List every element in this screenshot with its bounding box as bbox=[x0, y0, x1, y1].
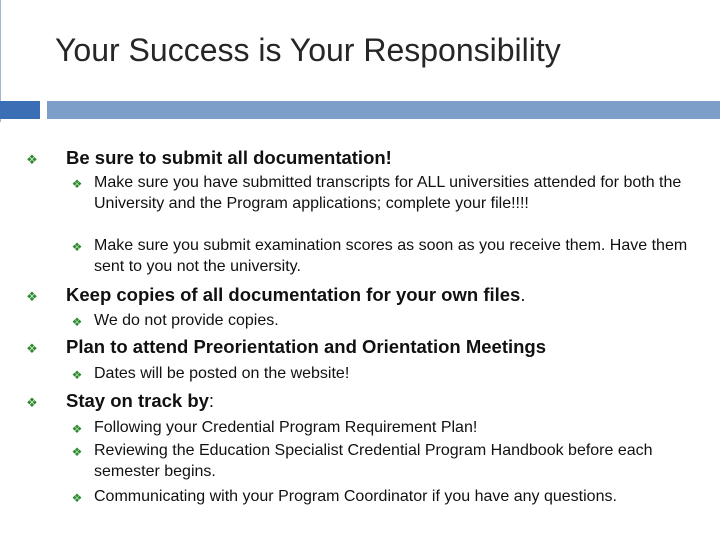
list-item: Dates will be posted on the website! bbox=[94, 365, 350, 382]
diamond-bullet-icon: ❖ bbox=[71, 422, 83, 436]
header-band-square bbox=[0, 101, 40, 119]
slide-title: Your Success is Your Responsibility bbox=[55, 32, 561, 68]
diamond-bullet-icon: ❖ bbox=[71, 177, 83, 191]
section-heading-suffix: . bbox=[520, 284, 526, 305]
section-heading-text: Keep copies of all documentation for your own files bbox=[66, 284, 521, 305]
diamond-bullet-icon: ❖ bbox=[71, 368, 83, 382]
header-band-bar bbox=[47, 101, 720, 119]
diamond-bullet-icon: ❖ bbox=[26, 395, 38, 410]
diamond-bullet-icon: ❖ bbox=[26, 152, 38, 167]
section-heading bbox=[66, 147, 706, 169]
list-item: We do not provide copies. bbox=[94, 312, 279, 329]
section-heading-text: Stay on track by bbox=[66, 390, 209, 411]
section-heading-text: Plan to attend Preorientation and Orientation Meetings bbox=[66, 336, 547, 357]
diamond-bullet-icon: ❖ bbox=[71, 315, 83, 329]
list-item: Communicating with your Program Coordinator if you have any questions. bbox=[94, 488, 617, 505]
diamond-bullet-icon: ❖ bbox=[71, 240, 83, 254]
list-item: Make sure you submit examination scores as soon as you receive them. Have them sent to you not the university. bbox=[94, 237, 688, 275]
diamond-bullet-icon: ❖ bbox=[71, 445, 83, 459]
list-item: Reviewing the Education Specialist Credential Program Handbook before each semester begins. bbox=[94, 442, 653, 480]
section-heading bbox=[66, 284, 706, 306]
section-heading bbox=[66, 336, 706, 358]
diamond-bullet-icon: ❖ bbox=[26, 289, 38, 304]
list-item: Following your Credential Program Requirement Plan! bbox=[94, 419, 478, 436]
diamond-bullet-icon: ❖ bbox=[26, 341, 38, 356]
section-heading-suffix: : bbox=[208, 390, 215, 411]
list-item: Make sure you have submitted transcripts for ALL universities attended for both the University and the Program applications; complete your file!!!! bbox=[94, 174, 682, 212]
section-heading bbox=[66, 390, 706, 412]
diamond-bullet-icon: ❖ bbox=[71, 491, 83, 505]
section-heading-text: Be sure to submit all documentation! bbox=[66, 147, 392, 168]
